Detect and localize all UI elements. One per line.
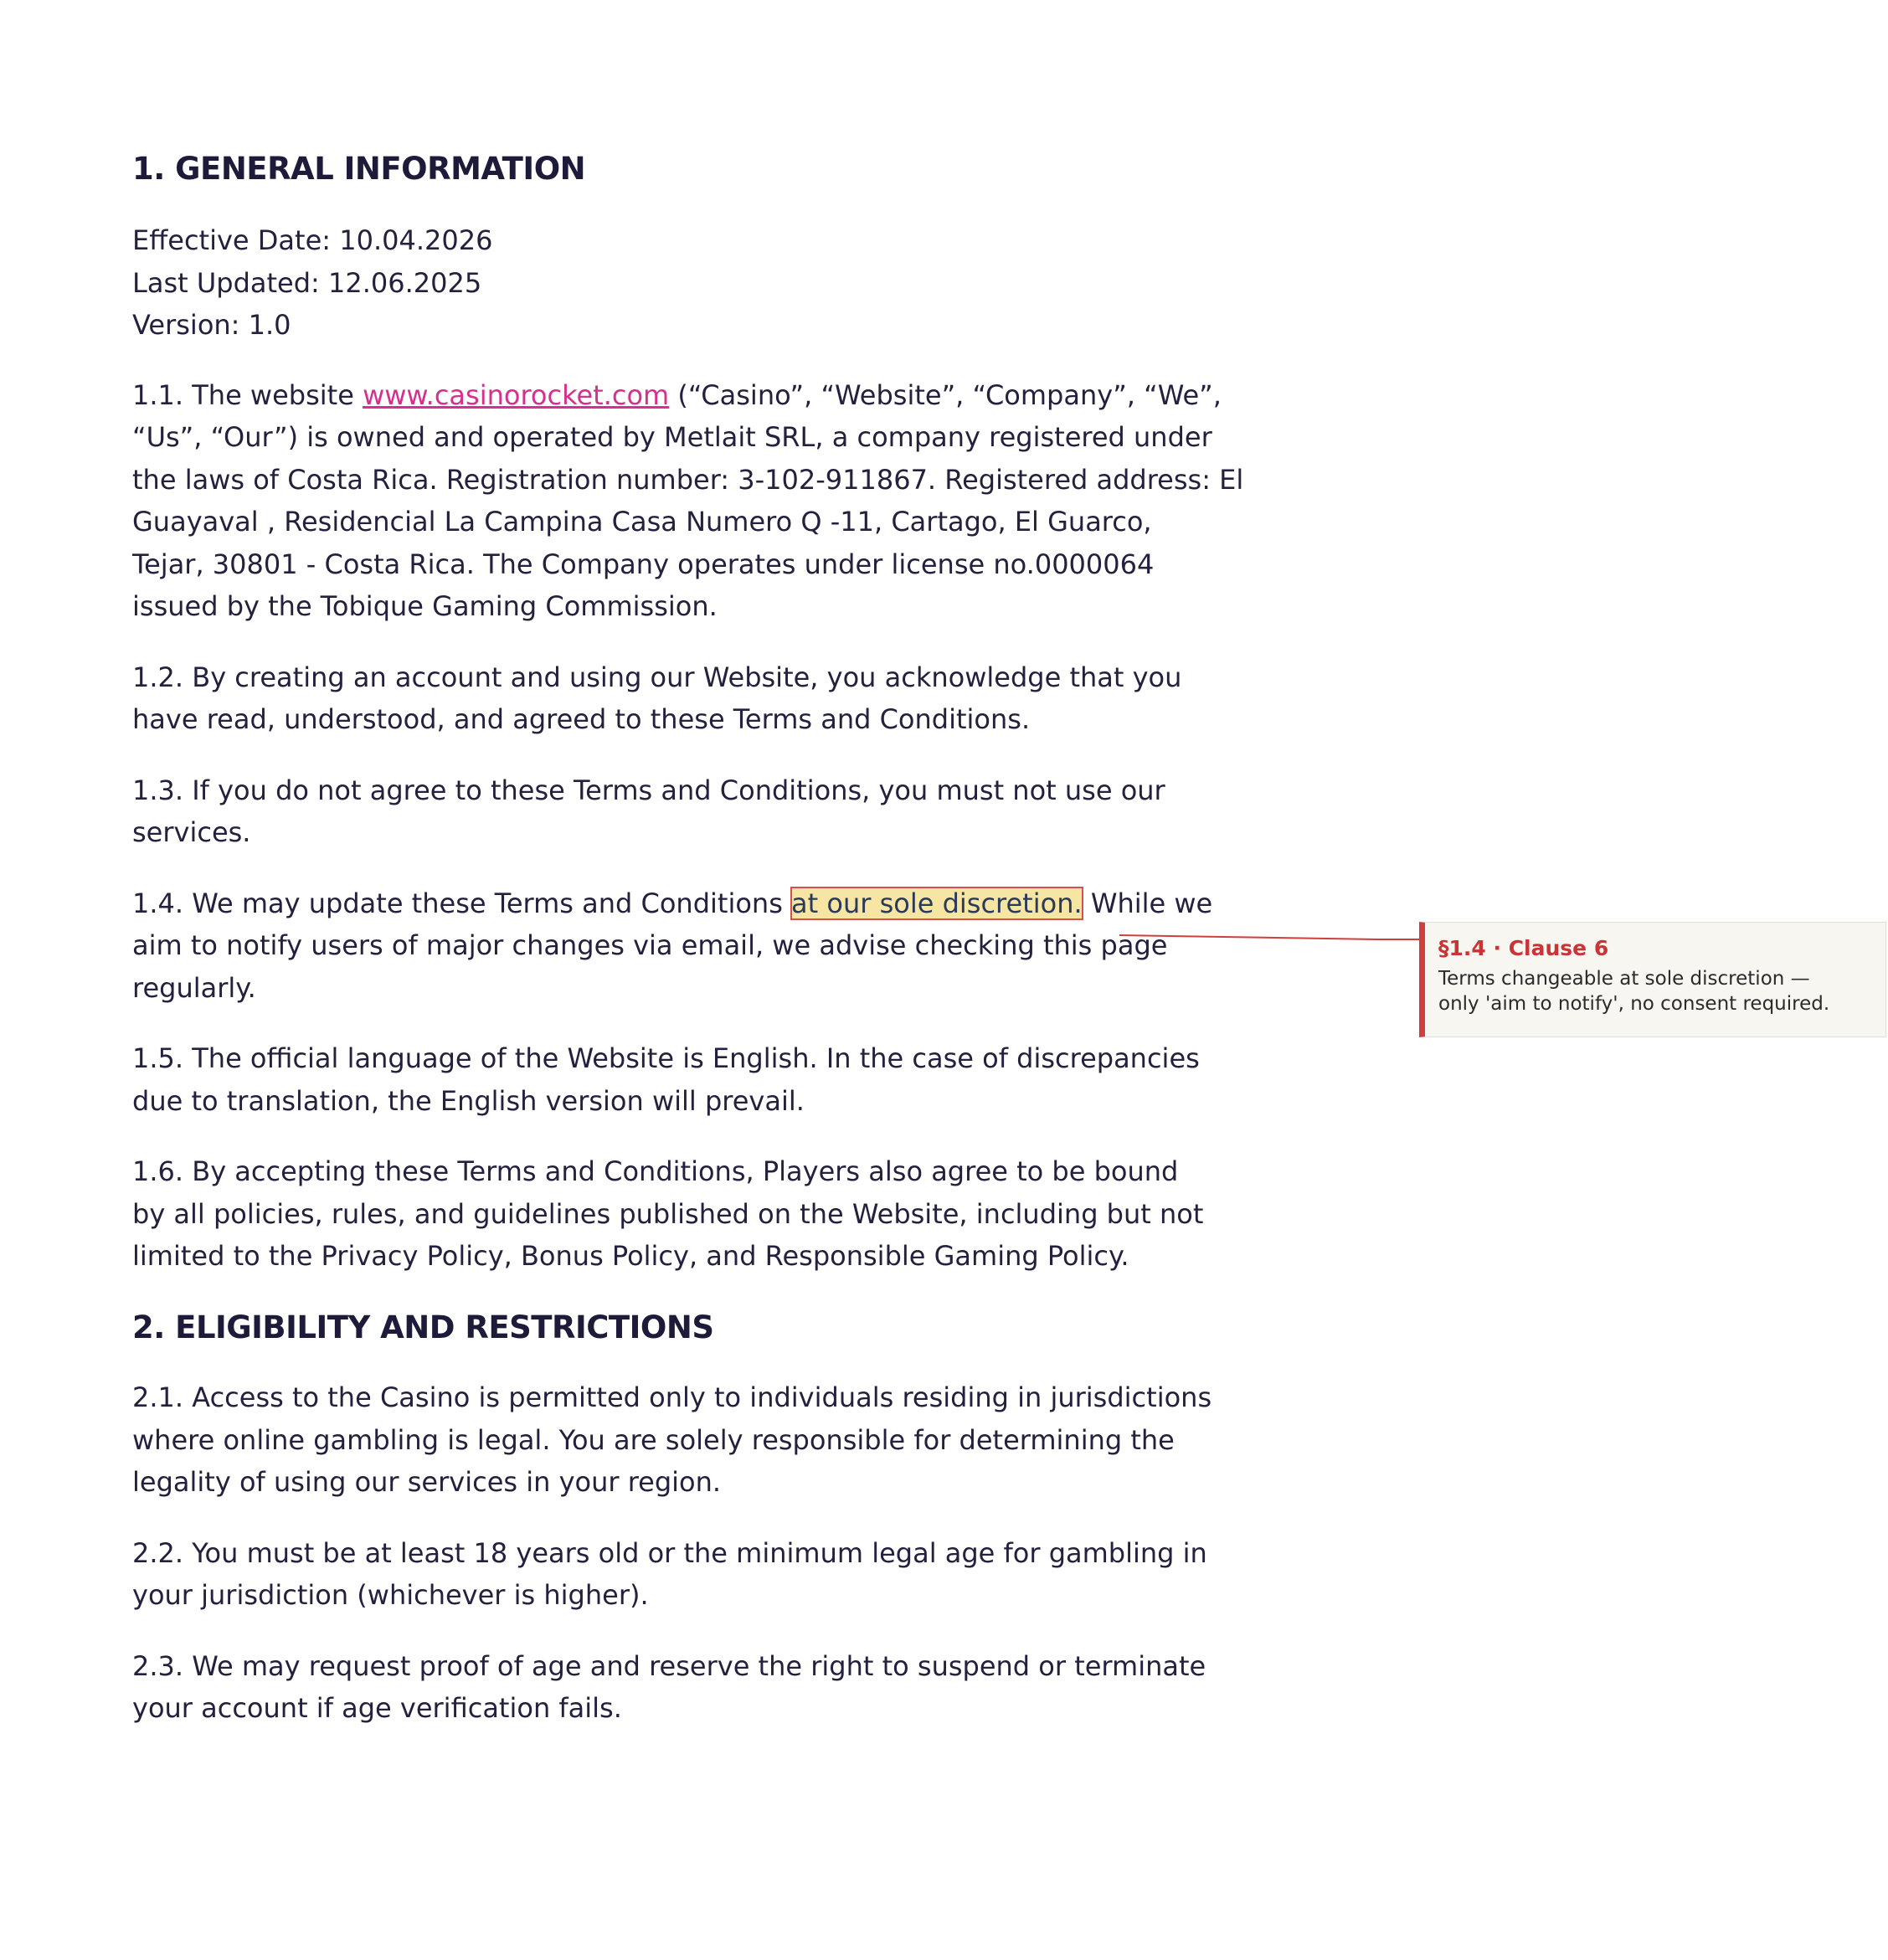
clause-1-5-line-1: 1.5. The official language of the Website is English. In the case of discrepancies: [132, 1042, 1200, 1075]
section-2-heading: 2. ELIGIBILITY AND RESTRICTIONS: [132, 1309, 714, 1345]
version: Version: 1.0: [132, 309, 291, 342]
highlighted-phrase[interactable]: at our sole discretion.: [791, 887, 1083, 919]
annotation-title: §1.4 · Clause 6: [1438, 936, 1609, 960]
clause-1-6-line-2: by all policies, rules, and guidelines published on the Website, including but not: [132, 1197, 1204, 1230]
clause-1-1-line-2: “Us”, “Our”) is owned and operated by Metlait SRL, a company registered under: [132, 421, 1212, 454]
clause-1-4-line-2: aim to notify users of major changes via email, we advise checking this page: [132, 929, 1168, 962]
effective-date: Effective Date: 10.04.2026: [132, 224, 493, 257]
clause-1-4-line-1-rest: While we: [1082, 887, 1213, 919]
clause-1-4-line-1: [132, 882, 1304, 925]
section-1-heading: 1. GENERAL INFORMATION: [132, 151, 586, 187]
clause-2-1: [132, 1376, 1304, 1504]
annotation-card[interactable]: [1419, 922, 1886, 1037]
annotation-body-line-2: only 'aim to notify', no consent required.: [1438, 993, 1830, 1015]
document-meta: [132, 219, 1304, 347]
clause-1-1-line-1: [132, 374, 1304, 417]
clause-2-1-line-2: where online gambling is legal. You are solely responsible for determining the: [132, 1423, 1175, 1456]
clause-2-2: [132, 1532, 1304, 1617]
terms-document: [132, 151, 1304, 1730]
clause-2-2-line-1: 2.2. You must be at least 18 years old or the minimum legal age for gambling in: [132, 1536, 1207, 1569]
clause-2-3: [132, 1645, 1304, 1730]
clause-1-3: [132, 769, 1304, 854]
clause-1-6-line-3: limited to the Privacy Policy, Bonus Policy, and Responsible Gaming Policy.: [132, 1240, 1129, 1273]
clause-2-3-line-1: 2.3. We may request proof of age and reserve the right to suspend or terminate: [132, 1649, 1206, 1682]
clause-1-1-line-4: Guayaval , Residencial La Campina Casa Numero Q -11, Cartago, El Guarco,: [132, 506, 1152, 538]
clause-1-1: [132, 374, 1304, 628]
clause-1-2-line-1: 1.2. By creating an account and using our Website, you acknowledge that you: [132, 661, 1182, 693]
clause-2-1-line-3: legality of using our services in your region.: [132, 1466, 722, 1499]
annotation-body: [1438, 966, 1874, 1016]
clause-1-4-prefix: 1.4. We may update these Terms and Conditions: [132, 887, 792, 919]
clause-1-2: [132, 656, 1304, 741]
clause-1-6-line-1: 1.6. By accepting these Terms and Conditions, Players also agree to be bound: [132, 1155, 1179, 1188]
clause-1-4-line-3: regularly.: [132, 971, 256, 1004]
clause-1-2-line-2: have read, understood, and agreed to these Terms and Conditions.: [132, 703, 1031, 736]
clause-2-3-line-2: your account if age verification fails.: [132, 1692, 622, 1725]
clause-1-3-line-2: services.: [132, 816, 251, 849]
clause-1-1-line-3: the laws of Costa Rica. Registration number: 3-102-911867. Registered address: El: [132, 463, 1244, 496]
annotation-body-line-1: Terms changeable at sole discretion —: [1438, 968, 1810, 990]
clause-1-3-line-1: 1.3. If you do not agree to these Terms and Conditions, you must not use our: [132, 774, 1165, 806]
clause-1-5: [132, 1037, 1304, 1122]
clause-1-1-line-1-rest: (“Casino”, “Website”, “Company”, “We”,: [669, 378, 1222, 411]
clause-1-6: [132, 1150, 1304, 1278]
clause-2-2-line-2: your jurisdiction (whichever is higher).: [132, 1579, 649, 1612]
casino-website-link[interactable]: www.casinorocket.com: [363, 378, 670, 411]
clause-1-1-line-6: issued by the Tobique Gaming Commission.: [132, 590, 718, 623]
clause-1-5-line-2: due to translation, the English version will prevail.: [132, 1084, 805, 1117]
clause-1-1-line-5: Tejar, 30801 - Costa Rica. The Company operates under license no.0000064: [132, 548, 1155, 580]
last-updated: Last Updated: 12.06.2025: [132, 266, 482, 299]
clause-1-4: [132, 882, 1304, 1010]
clause-2-1-line-1: 2.1. Access to the Casino is permitted only to individuals residing in jurisdictions: [132, 1381, 1212, 1414]
clause-1-1-prefix: 1.1. The website: [132, 378, 363, 411]
